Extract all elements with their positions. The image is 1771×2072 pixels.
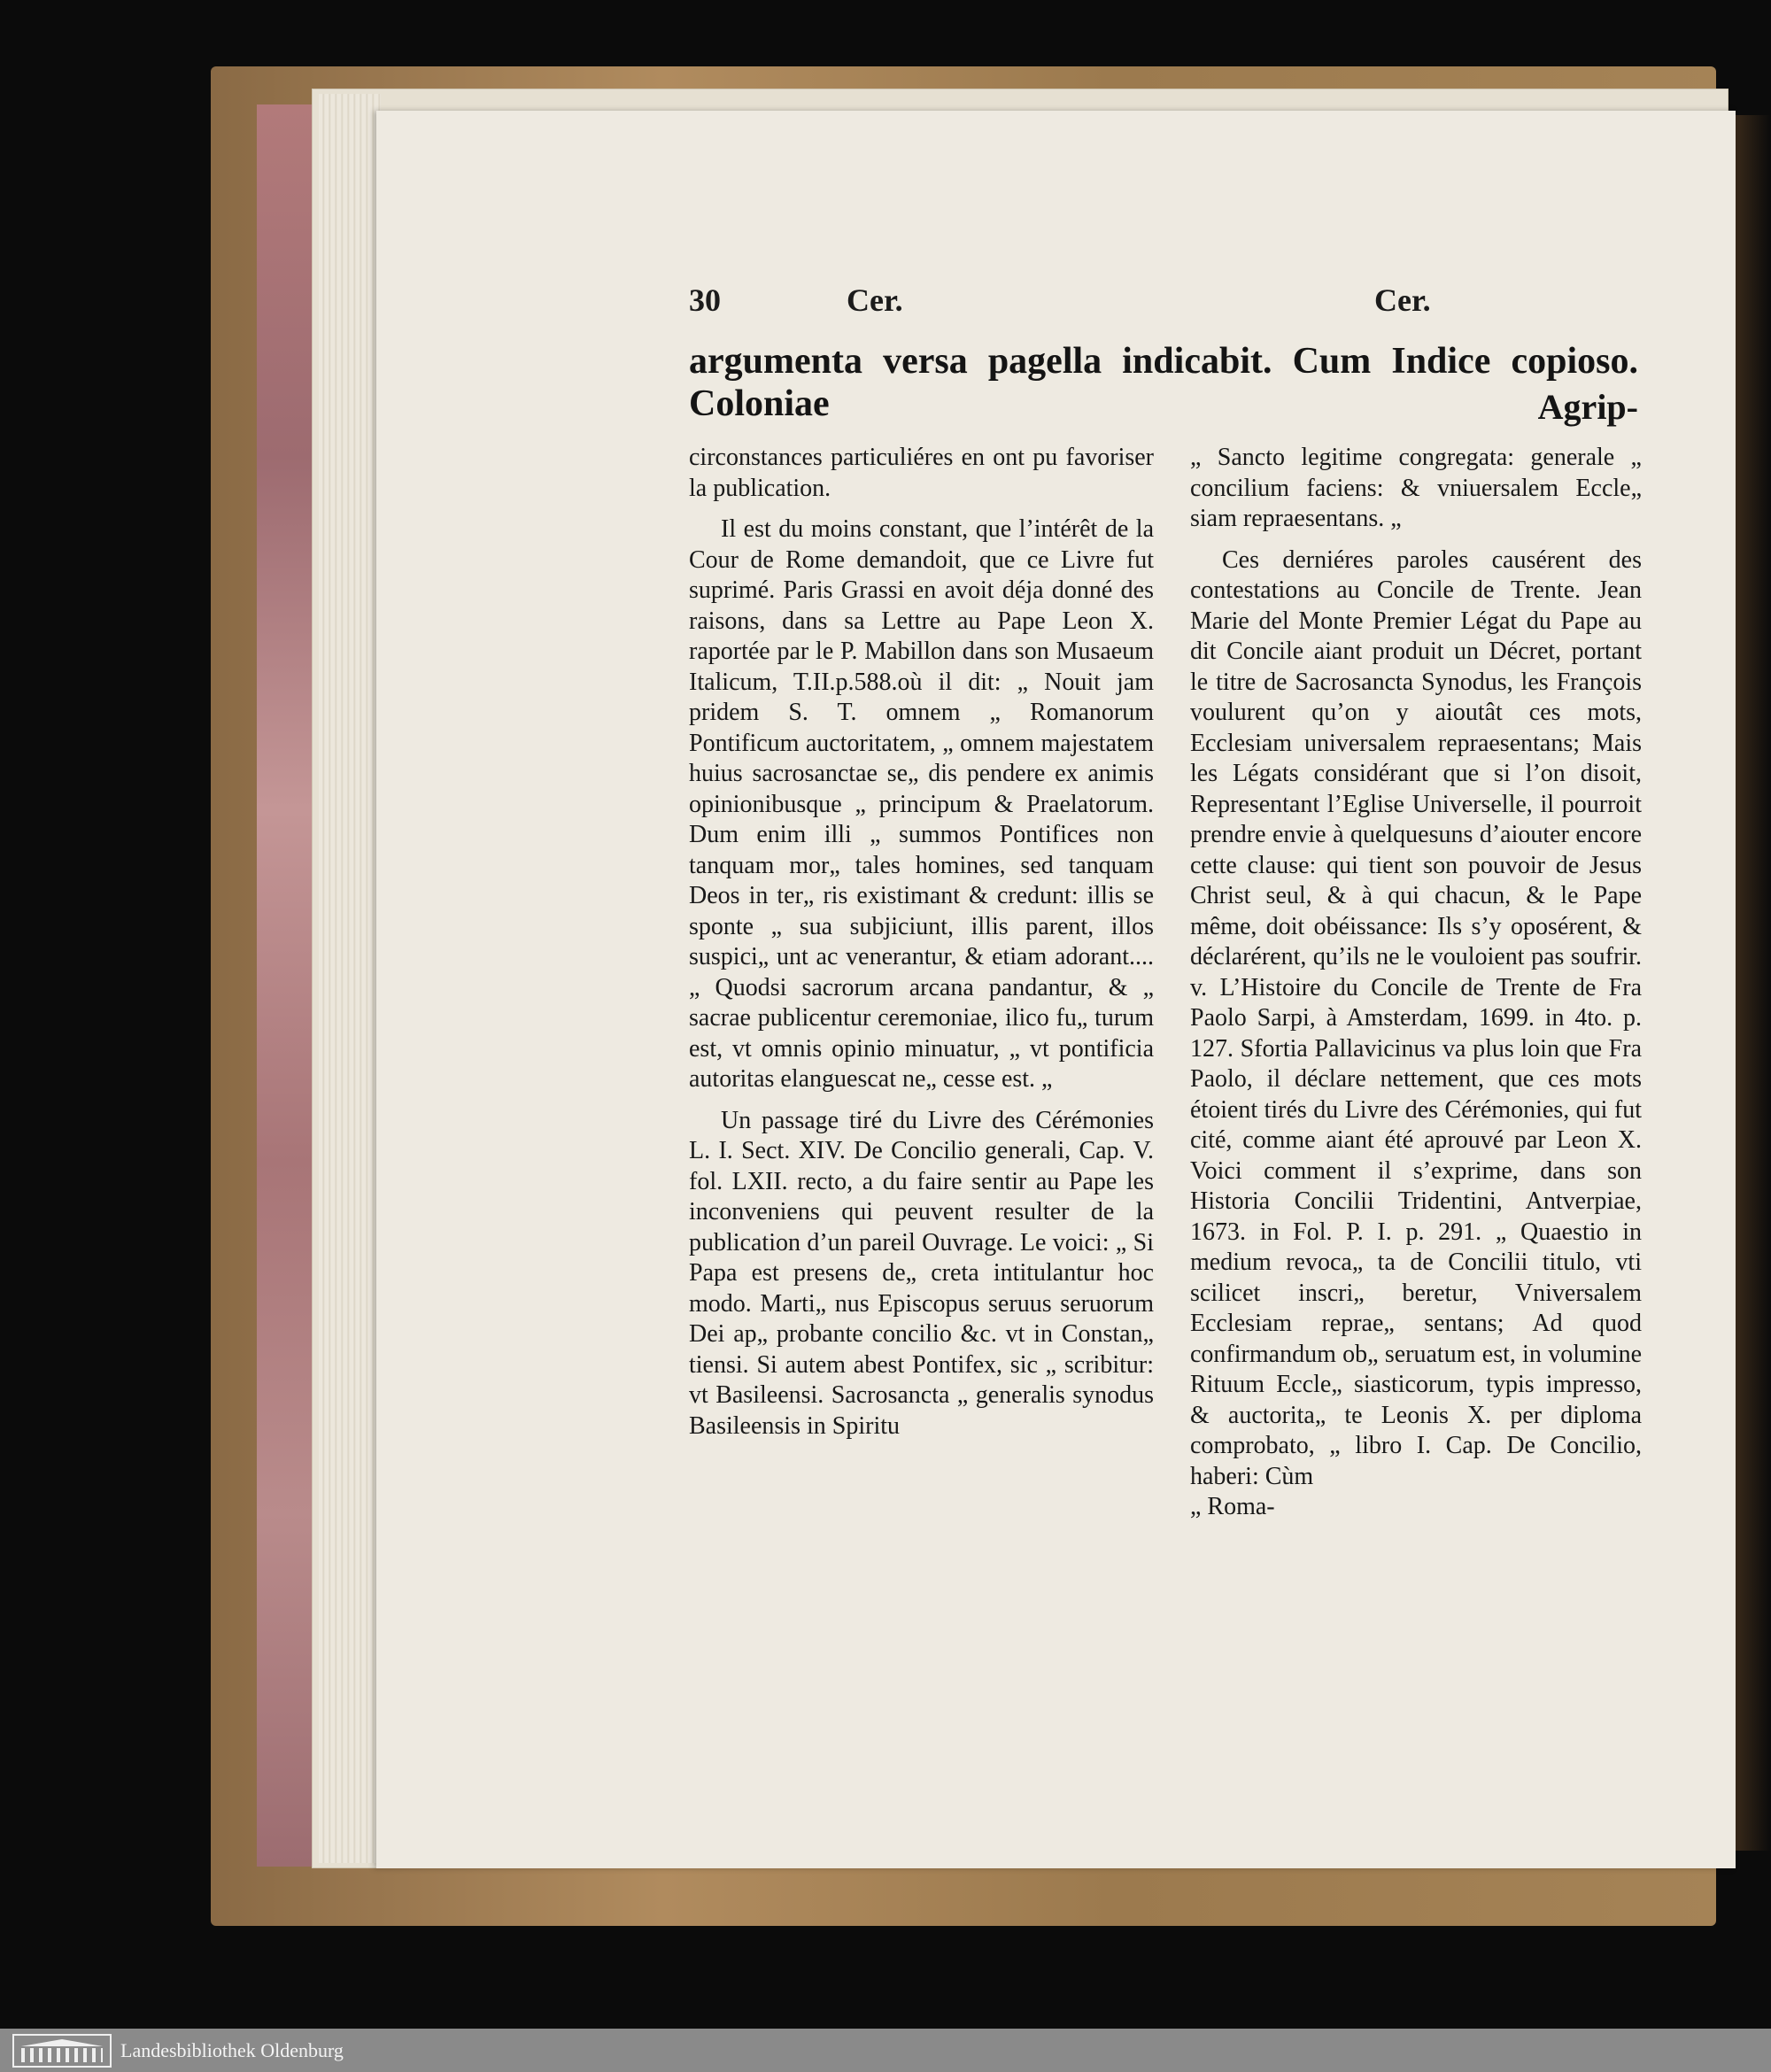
library-name[interactable]: Landesbibliothek Oldenburg	[120, 2039, 344, 2061]
paragraph: Un passage tiré du Livre des Cérémonies L. I. Sect. XIV. De Concilio generali, Cap. V. fol. LXII. recto, a du faire sentir au Pape les inconveniens qui peuvent resulter de la publication d’un pareil Ouvrage. Le voici: „ Si Papa est presens de„ creta intitulantur hoc modo. Marti„ nus Episcopus seruus seruorum Dei ap„ probante concilio &c. vt in Constan„ tiensi. Si autem abest Pontifex, sic „ scribitur: vt Basileensi. Sacrosancta „ generalis synodus Basileensis in Spiritu	[689, 1106, 1154, 1440]
left-text-column	[689, 443, 1154, 1442]
right-text-column	[1190, 443, 1642, 1523]
paragraph: Ces derniéres paroles causérent des contestations au Concile de Trente. Jean Marie del Monte Premier Légat du Pape au dit Concile aiant produit un Décret, portant le titre de Sacrosancta Synodus, les François voulurent qu’on y aioutât ces mots, Ecclesiam universalem repraesentans; Mais les Légats considérant que si l’on disoit, Representant l’Eglise Universelle, il pourroit prendre envie à quelquesuns d’aiouter encore cette clause: qui tient son pouvoir de Jesus Christ seul, & à qui chacun, & le Pape même, doit obéissance: Ils s’y oposérent, & déclarérent, qu’ils ne le vouloient pas soufrir. v. L’Histoire du Concile de Trente de Fra Paolo Sarpi, à Amsterdam, 1699. in 4to. p. 127. Sfortia Pallavicinus va plus loin que Fra Paolo, il déclare nettement, que ces mots étoient tirés du Livre des Cérémonies, qui fut cité, comme aiant été aprouvé par Leon X. Voici comment il s’exprime, dans son Historia Concilii Tridentini, Antverpiae, 1673. in Fol. P. I. p. 291. „ Quaestio in medium revoca„ ta de Concilii titulo, vti scilicet inscri„ beretur, Vniversalem Ecclesiam reprae„ sentans; Ad quod confirmandum ob„ seruatum est, in volumine Rituum Eccle„ siasticorum, typis impresso, & auctorita„ te Leonis X. per diploma comprobato, „ libro I. Cap. De Concilio, haberi: Cùm	[1190, 545, 1642, 1490]
catchline-continuation: Agrip-	[1537, 387, 1638, 427]
page-number: 30	[689, 282, 721, 318]
book-gutter-shadow	[1734, 115, 1771, 1851]
paragraph: Il est du moins constant, que l’intérêt de la Cour de Rome demandoit, que ce Livre fut suprimé. Paris Grassi en avoit déja donné des raisons, dans sa Lettre au Pape Leon X. raportée par le P. Mabillon dans son Musaeum Italicum, T.II.p.588.où il dit: „ Nouit jam pridem S. T. omnem „ Romanorum Pontificum auctoritatem, „ omnem majestatem huius sacrosanctae se„ dis pendere ex animis opinionibusque „ principum & Praelatorum. Dum enim illi „ summos Pontifices non tanquam mor„ tales homines, sed tanquam Deos in ter„ ris existimant & credunt: illis se sponte „ sua subjiciunt, illis parent, illos suspici„ unt ac venerantur, & etiam adorant.... „ Quodsi sacrorum arcana pandantur, & „ sacrae publicentur ceremoniae, ilico fu„ turum est, vt omnis opinio minuatur, „ vt pontificia autoritas elanguescat ne„ cesse est. „	[689, 515, 1154, 1093]
paragraph: „ Sancto legitime congregata: generale „ concilium faciens: & vniuersalem Eccle„ siam repraesentans. „	[1190, 444, 1642, 532]
marbled-page-edge	[257, 104, 315, 1867]
catchline: argumenta versa pagella indicabit. Cum Indice copioso. Coloniae	[689, 341, 1638, 424]
page-stack-edges	[319, 94, 381, 1863]
footer-bar	[0, 2029, 1771, 2072]
paragraph: circonstances particuliéres en ont pu favoriser la publication.	[689, 444, 1154, 502]
library-building-icon	[12, 2034, 112, 2068]
running-head-right-word: Cer.	[1374, 282, 1431, 318]
running-head-left-word: Cer.	[847, 282, 903, 318]
column-catchword: „ Roma-	[1190, 1493, 1275, 1520]
